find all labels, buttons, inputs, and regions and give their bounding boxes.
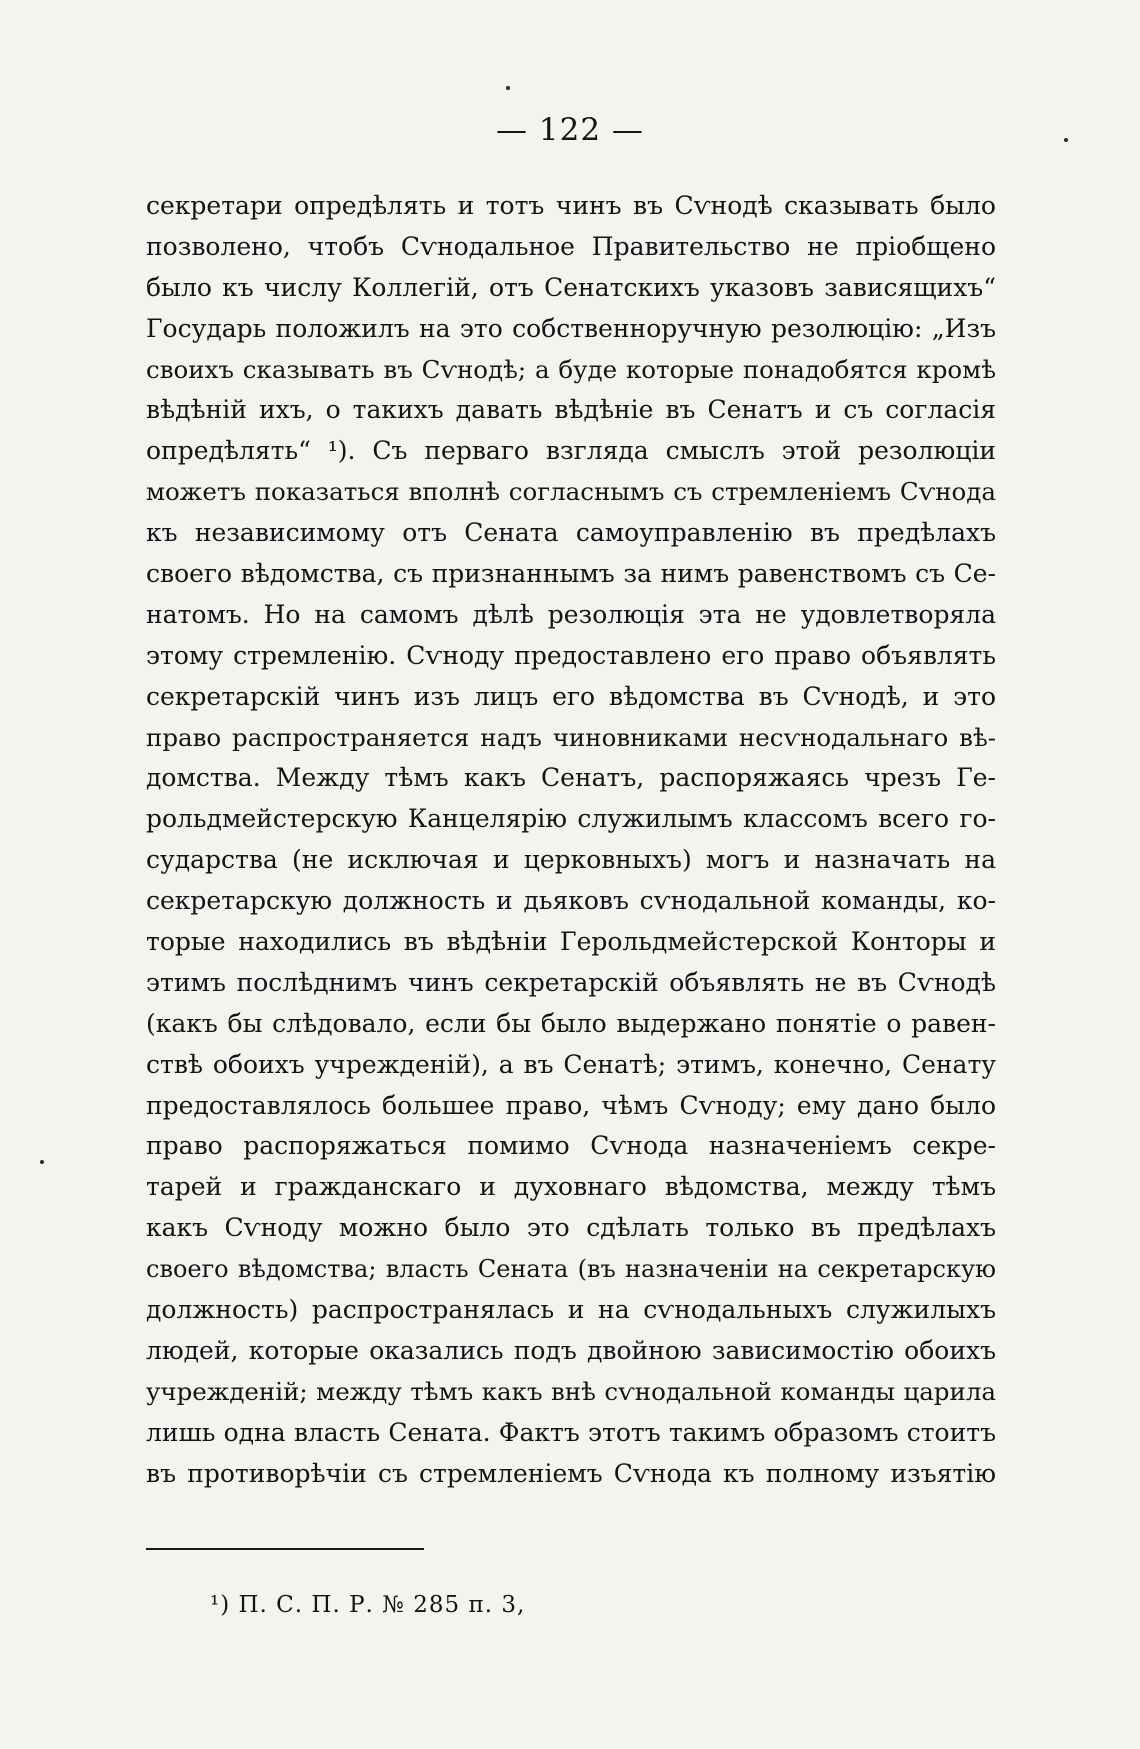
text-line: домства. Между тѣмъ какъ Сенатъ, распоряжаясь чрезъ Ге- bbox=[146, 763, 996, 793]
text-line: секретарскую должность и дьяковъ сѵнодальной команды, ко- bbox=[146, 886, 996, 916]
text-line: право распространяется надъ чиновниками несѵнодальнаго вѣ- bbox=[146, 722, 996, 752]
body-text bbox=[146, 186, 996, 1495]
text-line: секретари опредѣлять и тотъ чинъ въ Сѵнодѣ сказывать было bbox=[146, 191, 996, 220]
text-line: можетъ показаться вполнѣ согласнымъ съ стремленіемъ Сѵнода bbox=[146, 477, 996, 507]
text-line: учрежденій; между тѣмъ какъ внѣ сѵнодальной команды царила bbox=[146, 1376, 996, 1406]
print-speck bbox=[506, 86, 510, 90]
text-line: Государь положилъ на это собственноручную резолюцію: „Изъ bbox=[146, 313, 996, 343]
text-line: людей, которые оказались подъ двойною зависимостію обоихъ bbox=[146, 1335, 996, 1365]
text-line: право распоряжаться помимо Сѵнода назначеніемъ секре- bbox=[146, 1131, 996, 1161]
text-line: сударства (не исключая и церковныхъ) могъ и назначать на bbox=[146, 845, 996, 875]
text-line: секретарскій чинъ изъ лицъ его вѣдомства въ Сѵнодѣ, и это bbox=[146, 681, 996, 711]
page-number: — 122 — bbox=[496, 112, 644, 148]
text-line: своихъ сказывать въ Сѵнодѣ; а буде которые понадобятся кромѣ bbox=[146, 354, 996, 384]
text-line: ствѣ обоихъ учрежденій), а въ Сенатѣ; этимъ, конечно, Сенату bbox=[146, 1049, 996, 1079]
text-line: позволено, чтобъ Сѵнодальное Правительство не пріобщено bbox=[146, 231, 996, 261]
text-line: должность) распространялась и на сѵнодальныхъ служилыхъ bbox=[146, 1295, 996, 1325]
text-line: торые находились въ вѣдѣніи Герольдмейстерской Конторы и bbox=[146, 927, 996, 957]
text-line: было къ числу Коллегій, отъ Сенатскихъ указовъ зависящихъ“ bbox=[146, 272, 996, 302]
footnote-divider bbox=[146, 1548, 424, 1550]
print-speck bbox=[1064, 138, 1068, 142]
text-line: своего вѣдомства; власть Сената (въ назначеніи на секретарскую bbox=[146, 1255, 996, 1284]
footnote: ¹) П. С. П. Р. № 285 п. 3, bbox=[210, 1592, 526, 1618]
text-line: лишь одна власть Сената. Фактъ этотъ такимъ образомъ стоитъ bbox=[146, 1417, 996, 1447]
text-line: предоставлялось большее право, чѣмъ Сѵноду; ему дано было bbox=[146, 1090, 996, 1120]
text-line: опредѣлять“ ¹). Съ перваго взгляда смыслъ этой резолюціи bbox=[146, 436, 996, 466]
text-line: рольдмейстерскую Канцелярію служилымъ классомъ всего го- bbox=[146, 804, 996, 834]
text-line: натомъ. Но на самомъ дѣлѣ резолюція эта не удовлетворяла bbox=[146, 599, 996, 629]
text-line: въ противорѣчіи съ стремленіемъ Сѵнода къ полному изъятію bbox=[146, 1458, 996, 1488]
print-speck bbox=[40, 1160, 44, 1164]
text-line: этимъ послѣднимъ чинъ секретарскій объявлять не въ Сѵнодѣ bbox=[146, 967, 996, 997]
text-line: этому стремленію. Сѵноду предоставлено его право объявлять bbox=[146, 640, 996, 670]
text-line: къ независимому отъ Сената самоуправленію въ предѣлахъ bbox=[146, 518, 996, 548]
text-line: какъ Сѵноду можно было это сдѣлать только въ предѣлахъ bbox=[146, 1213, 996, 1243]
text-line: (какъ бы слѣдовало, если бы было выдержано понятіе о равен- bbox=[146, 1008, 996, 1038]
text-line: вѣдѣній ихъ, о такихъ давать вѣдѣніе въ Сенатъ и съ согласія bbox=[146, 395, 996, 425]
text-line: тарей и гражданскаго и духовнаго вѣдомства, между тѣмъ bbox=[146, 1172, 996, 1202]
text-line: своего вѣдомства, съ признаннымъ за нимъ равенствомъ съ Се- bbox=[146, 559, 996, 589]
